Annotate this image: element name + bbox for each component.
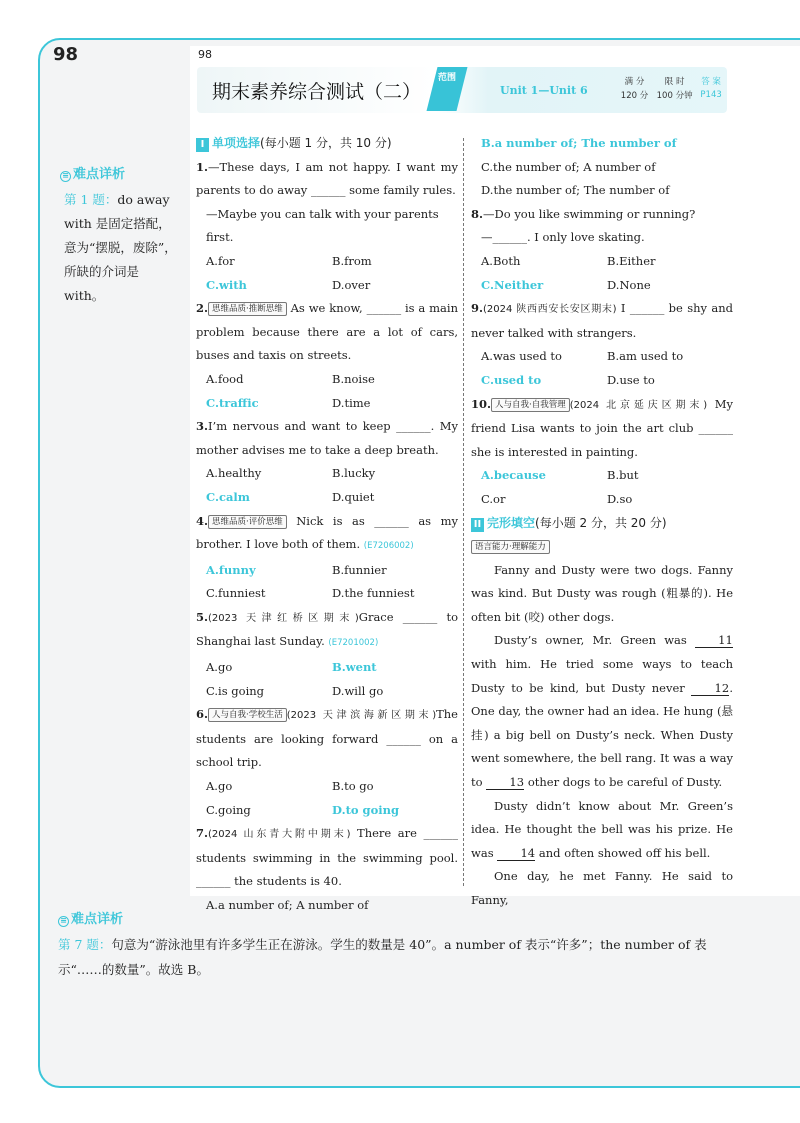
question-1: 1.—These days, I am not happy. I want my parents to do away ______ some family rules. — [196, 159, 458, 198]
blank-13: 13 — [486, 775, 524, 790]
answer-option: C.traffic — [206, 395, 259, 410]
question-8-options: A.Both B.Either — [481, 253, 656, 268]
passage-paragraph-4: One day, he met Fanny. He said to Fanny, — [471, 869, 733, 907]
section-1-header: I 单项选择(每小题 1 分，共 10 分) — [196, 132, 458, 156]
answer-option: A.because — [481, 468, 546, 483]
info-value-time: 100 分钟 — [656, 91, 693, 101]
info-label-time: 限 时 — [664, 77, 685, 87]
question-2-options: A.food B.noise — [206, 371, 375, 386]
side-note-title: ≡ 难点详析 — [60, 163, 125, 182]
test-title: 期末素养综合测试（二） — [212, 81, 422, 103]
unit-range: Unit 1—Unit 6 — [500, 84, 588, 97]
question-3-options: A.healthy B.lucky — [206, 466, 376, 481]
question-1-reply: —Maybe you can talk with your parents first. — [206, 206, 439, 245]
info-label-answer: 答 案 — [701, 77, 721, 87]
left-column: I 单项选择(每小题 1 分，共 10 分) 1.—These days, I am not happy. I want my parents to do away ______ some family rules. —Maybe you can talk with your parents first. A.for B.from C.with D.over 2. 思维品质·推断思维 As we know, ______ is a main problem because there are a lot of cars, buses and taxis on streets. A.food B.noise C.traffic D.time 3.I’m nervous and want to keep ______. My mother advises me to take a deep breath. A.healthy B.lucky C.calm D.quiet 4. 思维品质·评价思维 Nick is as ______ as my brother. I love both of them. (E7206002) A.funny B.funnier C.funniest D.the funniest 5.(2023 天津红桥区期末)Grace ______ to Shanghai last Sunday. (E7201002) A.go B.went C.is going D.will go 6. 人与自我·学校生活 (2023 天津滨海新区期末)The students are looking forward ______ on a school trip. A.go B.to go C.going D.to going 7.(2024 山东青大附中期末) There are ______ students swimming in the swimming pool. ______ the students is 40. A.a number of; A number of — [196, 132, 458, 918]
question-3: 3.I’m nervous and want to keep ______. My mother advises me to take a deep breath. — [196, 419, 458, 457]
column-divider — [463, 138, 464, 886]
question-7-option-a: A.a number of; A number of — [206, 898, 369, 912]
question-10-options: A.because B.but — [471, 464, 733, 488]
answer-option: C.calm — [206, 489, 250, 504]
info-value-answer[interactable]: P143 — [700, 90, 722, 100]
question-2: 2. 思维品质·推断思维 As we know, ______ is a main problem because there are a lot of cars, buses and taxis on streets. — [196, 301, 459, 363]
passage-paragraph-2: Dusty’s owner, Mr. Green was 11 with him. He tried some ways to teach Dusty to be kind, but Dusty never 12. One day, the owner had an idea. He hung (悬挂) a big bell on Dusty’s neck. When Dusty went somewhere, the bell rang. It was a way to 13 other dogs to be careful of Dusty. — [471, 633, 733, 790]
question-7-option-c: C.the number of; A number of — [481, 159, 656, 174]
right-column: B.a number of; The number of C.the number of; A number of D.the number of; The number of 8.—Do you like swimming or running? —______. I only love skating. A.Both B.Either C.Neither D.None 9.(2024 陕西西安长安区期末) I ______ be shy and never talked with strangers. A.was used to B.am used to C.used to D.use to 10. 人与自我·自我管理 (2024 北京延庆区期末) My friend Lisa wants to join the art club ______ she is interested in painting. A.because B.but C.or D.so II 完形填空(每小题 2 分，共 20 分) 语言能力·理解能力 Fanny and Dusty were two dogs. Fanny was kind. But Dusty was rough (粗暴的). He often bit (咬) other dogs. Dusty’s owner, Mr. Green was 11 with him. He tried some ways to teach Dusty to be kind, but Dusty never 12. One day, the owner had an idea. He hung (悬挂) a big bell on Dusty’s neck. When Dusty went somewhere, the bell rang. It was a way to 13 other dogs to be careful of Dusty. Dusty didn’t know about Mr. Green’s idea. He thought the bell was his prize. He was 14 and often showed off his bell. One day, he met Fanny. He said to Fanny, — [471, 132, 733, 913]
answer-option: B.a number of; The number of — [481, 136, 677, 150]
info-value-score: 120 分 — [620, 91, 649, 101]
test-info — [617, 74, 725, 102]
question-4: 4. 思维品质·评价思维 Nick is as ______ as my brother. I love both of them. (E7206002) — [196, 513, 458, 552]
question-5: 5.(2023 天津红桥区期末)Grace ______ to Shanghai last Sunday. (E7201002) — [196, 609, 458, 649]
answer-option: A.funny — [206, 562, 256, 577]
question-8: 8.—Do you like swimming or running? — [471, 206, 696, 221]
page-number: 98 — [53, 44, 79, 65]
page-number-small: 98 — [198, 48, 212, 61]
question-5-options: A.go B.went — [196, 656, 458, 680]
skill-tag: 语言能力·理解能力 — [471, 540, 550, 554]
range-badge-label: 范围 — [437, 73, 456, 83]
answer-option: C.Neither — [481, 277, 544, 292]
side-note-text: 第 1 题：do away with 是固定搭配，意为“摆脱，废除”，所缺的介词是 with。 — [64, 192, 177, 303]
question-1-options: A.for B.from — [206, 253, 372, 268]
passage-paragraph-1: Fanny and Dusty were two dogs. Fanny was kind. But Dusty was rough (粗暴的). He often bit (咬) other dogs. — [471, 562, 733, 624]
question-9: 9.(2024 陕西西安长安区期末) I ______ be shy and never talked with strangers. — [471, 301, 733, 340]
question-6-options: A.go B.to go — [206, 779, 374, 794]
question-9-options: A.was used to B.am used to — [481, 349, 684, 364]
bottom-note-text: 第 7 题：句意为“游泳池里有许多学生正在游泳。学生的数量是 40”。a number of 表示“许多”；the number of 表示“……的数量”。故选 B。 — [58, 937, 707, 977]
answer-option: C.with — [206, 277, 247, 292]
answer-option: D.to going — [332, 802, 400, 817]
note-icon: ≡ — [60, 171, 71, 182]
question-10: 10. 人与自我·自我管理 (2024 北京延庆区期末) My friend Lisa wants to join the art club ______ she is interested in painting. — [471, 396, 733, 459]
info-label-score: 满 分 — [624, 77, 645, 87]
passage-paragraph-3: Dusty didn’t know about Mr. Green’s idea. He thought the bell was his prize. He was 14 and often showed off his bell. — [471, 798, 733, 860]
bottom-note-title: ≡ 难点详析 — [58, 908, 123, 927]
blank-12: 12 — [691, 681, 729, 696]
blank-11: 11 — [695, 633, 733, 648]
note-icon: ≡ — [58, 916, 69, 927]
question-4-options: A.funny B.funnier — [196, 559, 458, 583]
answer-option: C.used to — [481, 372, 542, 387]
section-2-header: II 完形填空(每小题 2 分，共 20 分) — [471, 512, 733, 536]
question-7-option-d: D.the number of; The number of — [481, 183, 670, 198]
blank-14: 14 — [497, 846, 535, 861]
question-6: 6. 人与自我·学校生活 (2023 天津滨海新区期末)The students are looking forward ______ on a school trip. — [196, 707, 458, 770]
answer-option: B.went — [332, 660, 377, 675]
question-7: 7.(2024 山东青大附中期末) There are ______ students swimming in the swimming pool. ______ the students is 40. — [196, 826, 458, 889]
